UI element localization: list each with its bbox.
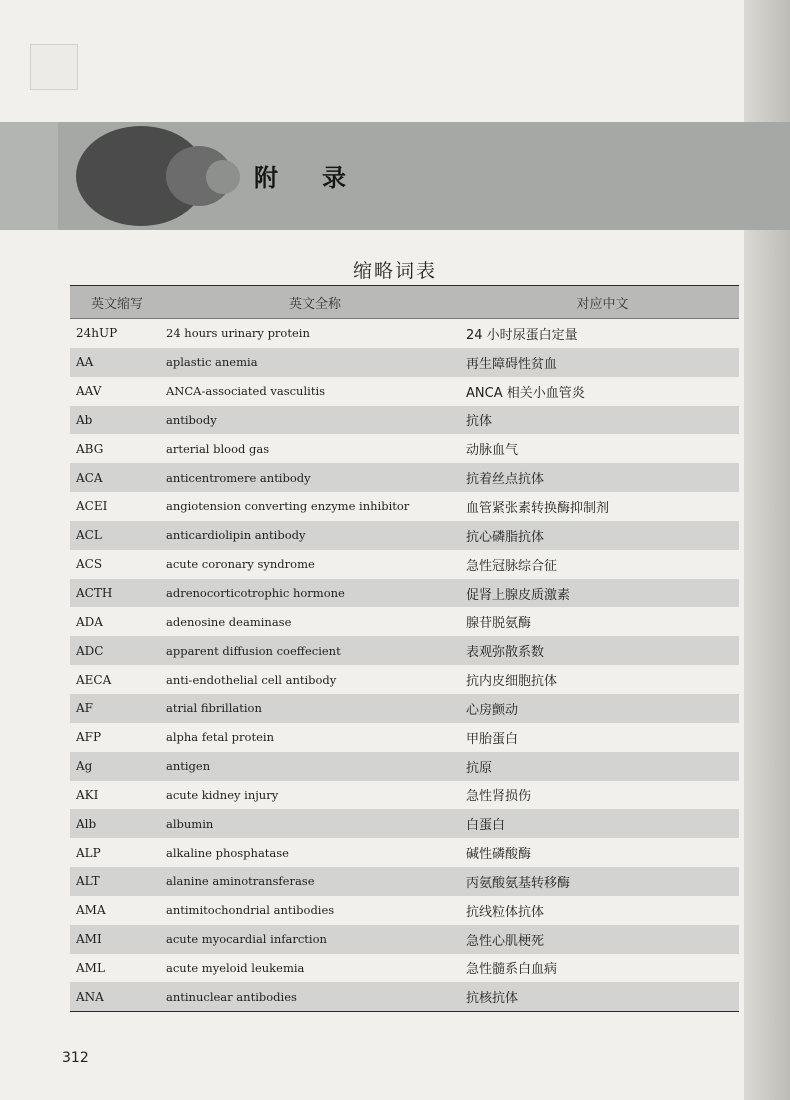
chinese-name-cell: ANCA 相关小血管炎 [466,377,739,406]
abbreviation-cell: AMA [70,896,164,925]
full-name-cell: arterial blood gas [164,434,466,463]
chinese-name-cell: 抗着丝点抗体 [466,463,739,492]
table-row [70,492,739,521]
abbreviation-cell: AF [70,694,164,723]
header-full-name: 英文全称 [164,286,466,319]
abbreviation-cell: 24hUP [70,319,164,348]
abbreviation-cell: ACL [70,521,164,550]
abbreviation-cell: AECA [70,665,164,694]
table-header-row [70,286,739,319]
chinese-name-cell: 甲胎蛋白 [466,723,739,752]
abbreviation-cell: ACA [70,463,164,492]
abbreviation-table [70,285,739,1012]
full-name-cell: acute myeloid leukemia [164,954,466,983]
chinese-name-cell: 腺苷脱氨酶 [466,607,739,636]
banner-circle-small [206,160,240,194]
table-row [70,781,739,810]
full-name-cell: acute coronary syndrome [164,550,466,579]
header-chinese: 对应中文 [466,286,739,319]
full-name-cell: acute myocardial infarction [164,925,466,954]
abbreviation-cell: ALP [70,838,164,867]
header-abbreviation: 英文缩写 [70,286,164,319]
full-name-cell: alpha fetal protein [164,723,466,752]
full-name-cell: atrial fibrillation [164,694,466,723]
chinese-name-cell: 心房颤动 [466,694,739,723]
abbreviation-cell: AFP [70,723,164,752]
table-row [70,752,739,781]
chinese-name-cell: 急性髓系白血病 [466,954,739,983]
full-name-cell: anticentromere antibody [164,463,466,492]
abbreviation-cell: ALT [70,867,164,896]
header-logo [30,44,78,90]
table-row [70,982,739,1011]
chinese-name-cell: 碱性磷酸酶 [466,838,739,867]
abbreviation-cell: AKI [70,781,164,810]
abbreviation-cell: ACEI [70,492,164,521]
table-row [70,434,739,463]
table-body [70,319,739,1012]
full-name-cell: antibody [164,406,466,435]
table-row [70,406,739,435]
table-row [70,607,739,636]
table-row [70,723,739,752]
abbreviation-cell: AAV [70,377,164,406]
chinese-name-cell: 抗核抗体 [466,982,739,1011]
table-title: 缩略词表 [352,260,437,282]
table-row [70,521,739,550]
table-row [70,954,739,983]
full-name-cell: apparent diffusion coeffecient [164,636,466,665]
table-row [70,319,739,348]
abbreviation-cell: Ab [70,406,164,435]
chinese-name-cell: 白蛋白 [466,809,739,838]
table-row [70,925,739,954]
abbreviation-cell: ACS [70,550,164,579]
full-name-cell: adenosine deaminase [164,607,466,636]
full-name-cell: antimitochondrial antibodies [164,896,466,925]
full-name-cell: alkaline phosphatase [164,838,466,867]
abbreviation-cell: AMI [70,925,164,954]
abbreviation-cell: ANA [70,982,164,1011]
abbreviation-cell: Alb [70,809,164,838]
abbreviation-cell: ACTH [70,579,164,608]
abbreviation-cell: ADA [70,607,164,636]
chinese-name-cell: 再生障碍性贫血 [466,348,739,377]
abbreviation-cell: ADC [70,636,164,665]
chinese-name-cell: 抗原 [466,752,739,781]
chinese-name-cell: 抗内皮细胞抗体 [466,665,739,694]
full-name-cell: alanine aminotransferase [164,867,466,896]
abbreviation-cell: Ag [70,752,164,781]
banner-left-band [0,122,58,230]
full-name-cell: antinuclear antibodies [164,982,466,1011]
chinese-name-cell: 抗体 [466,406,739,435]
table-row [70,377,739,406]
chinese-name-cell: 急性肾损伤 [466,781,739,810]
full-name-cell: albumin [164,809,466,838]
full-name-cell: ANCA-associated vasculitis [164,377,466,406]
table-row [70,896,739,925]
chinese-name-cell: 抗心磷脂抗体 [466,521,739,550]
abbreviation-cell: ABG [70,434,164,463]
full-name-cell: anticardiolipin antibody [164,521,466,550]
chapter-title: 附录 [254,164,390,192]
chinese-name-cell: 急性心肌梗死 [466,925,739,954]
abbreviation-cell: AML [70,954,164,983]
table-row [70,665,739,694]
full-name-cell: anti-endothelial cell antibody [164,665,466,694]
chinese-name-cell: 促肾上腺皮质激素 [466,579,739,608]
table-row [70,463,739,492]
table-row [70,694,739,723]
chinese-name-cell: 急性冠脉综合征 [466,550,739,579]
chinese-name-cell: 丙氨酸氨基转移酶 [466,867,739,896]
table-row [70,550,739,579]
full-name-cell: 24 hours urinary protein [164,319,466,348]
table-row [70,348,739,377]
page-number: 312 [62,1050,89,1066]
chinese-name-cell: 动脉血气 [466,434,739,463]
full-name-cell: aplastic anemia [164,348,466,377]
chinese-name-cell: 血管紧张素转换酶抑制剂 [466,492,739,521]
chinese-name-cell: 24 小时尿蛋白定量 [466,319,739,348]
table-row [70,579,739,608]
full-name-cell: adrenocorticotrophic hormone [164,579,466,608]
full-name-cell: angiotension converting enzyme inhibitor [164,492,466,521]
table-row [70,809,739,838]
table-row [70,838,739,867]
table-row [70,636,739,665]
full-name-cell: antigen [164,752,466,781]
full-name-cell: acute kidney injury [164,781,466,810]
chinese-name-cell: 抗线粒体抗体 [466,896,739,925]
abbreviation-cell: AA [70,348,164,377]
table-row [70,867,739,896]
chinese-name-cell: 表观弥散系数 [466,636,739,665]
